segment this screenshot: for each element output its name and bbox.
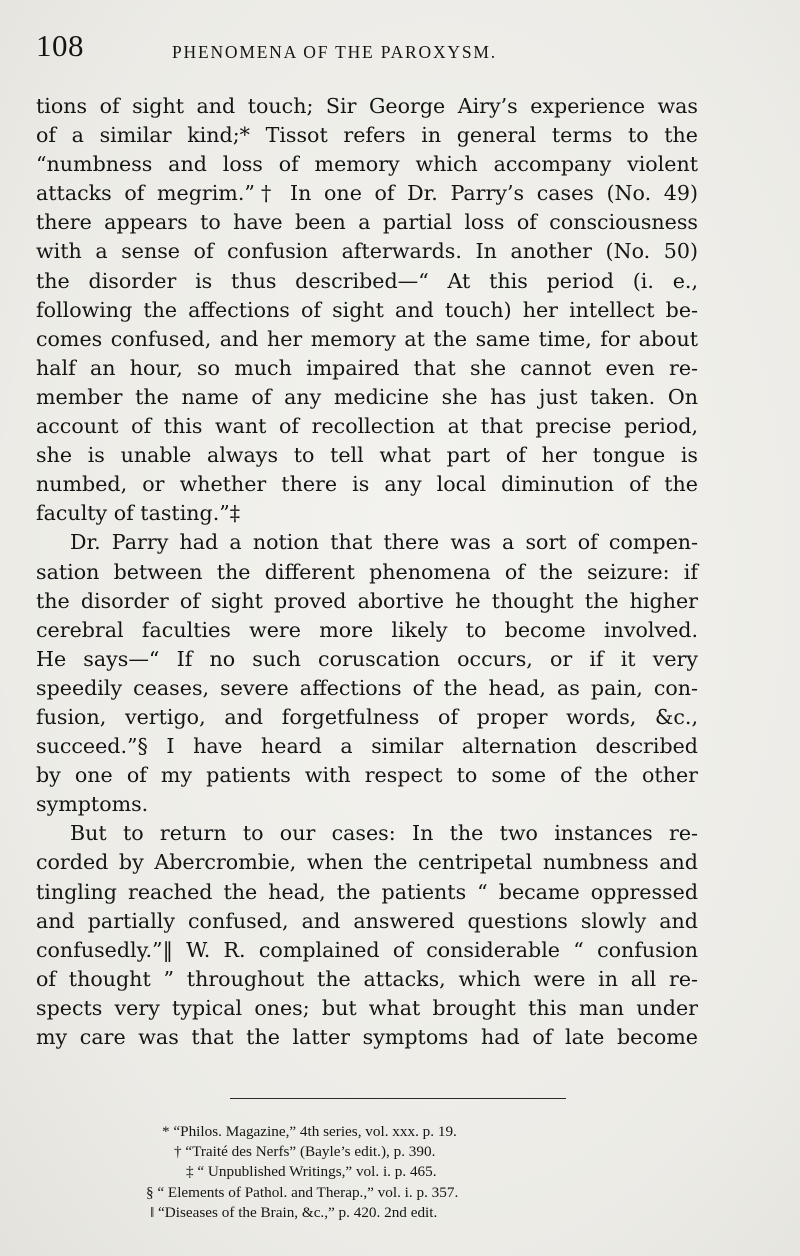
text-line: He says—“ If no such coruscation occurs, or if it very [36, 646, 698, 671]
text-line: fusion, vertigo, and forgetfulness of proper words, &c., [36, 704, 698, 729]
footnote: § “ Elements of Pathol. and Therap.,” vol. i. p. 357. [146, 1184, 459, 1201]
text-line: spects very typical ones; but what brought this man under [36, 995, 698, 1020]
footnote: † “Traité des Nerfs” (Bayle’s edit.), p. 390. [174, 1143, 436, 1160]
footnote: ‡ “ Unpublished Writings,” vol. i. p. 465. [186, 1163, 437, 1180]
paragraph-end-line: symptoms. [36, 792, 149, 817]
text-line: of a similar kind;* Tissot refers in general terms to the [36, 123, 698, 148]
text-line: following the affections of sight and touch) her intellect be- [36, 297, 698, 322]
text-line: tions of sight and touch; Sir George Airy’s experience was [36, 94, 698, 118]
text-line: of thought ” throughout the attacks, which were in all re- [36, 966, 698, 991]
text-line: there appears to have been a partial loss of consciousness [36, 210, 698, 235]
paragraph-end-line: faculty of tasting.”‡ [36, 501, 241, 526]
text-line: with a sense of confusion afterwards. In another (No. 50) [36, 239, 698, 264]
text-line: and partially confused, and answered questions slowly and [36, 908, 698, 933]
footnote: ‖ “Diseases of the Brain, &c.,” p. 420. 2nd edit. [150, 1204, 438, 1221]
running-head: PHENOMENA OF THE PAROXYSM. [172, 42, 497, 62]
text-line: speedily ceases, severe affections of the head, as pain, con- [36, 675, 698, 700]
text-line: attacks of megrim.”† In one of Dr. Parry’s cases (No. 49) [36, 181, 698, 206]
text-line: succeed.”§ I have heard a similar alternation described [36, 734, 698, 759]
body-text [36, 92, 698, 1052]
text-line: sation between the different phenomena of the seizure: if [36, 559, 698, 584]
text-line: half an hour, so much impaired that she cannot even re- [36, 355, 698, 380]
text-line: “numbness and loss of memory which accompany violent [36, 152, 698, 177]
text-line: confusedly.”‖ W. R. complained of considerable “ confusion [36, 937, 698, 962]
text-line: cerebral faculties were more likely to become involved. [36, 617, 698, 642]
footnote: * “Philos. Magazine,” 4th series, vol. xxx. p. 19. [162, 1123, 457, 1140]
text-line: account of this want of recollection at that precise period, [36, 414, 698, 439]
text-line: corded by Abercrombie, when the centripetal numbness and [36, 850, 698, 875]
paragraph-first-line: But to return to our cases: In the two instances re- [70, 821, 698, 846]
text-line: the disorder is thus described—“ At this period (i. e., [36, 268, 698, 293]
paragraph-first-line: Dr. Parry had a notion that there was a sort of compen- [70, 530, 698, 555]
text-line: by one of my patients with respect to some of the other [36, 763, 698, 788]
text-line: the disorder of sight proved abortive he thought the higher [36, 588, 698, 613]
text-line: my care was that the latter symptoms had of late become [36, 1025, 698, 1049]
text-line: comes confused, and her memory at the same time, for about [36, 326, 698, 351]
text-line: she is unable always to tell what part of her tongue is [36, 443, 698, 468]
footnote-divider [230, 1098, 566, 1099]
text-line: numbed, or whether there is any local diminution of the [36, 472, 698, 497]
page-number: 108 [36, 28, 84, 63]
text-line: member the name of any medicine she has just taken. On [36, 384, 698, 409]
text-line: tingling reached the head, the patients “ became oppressed [36, 879, 698, 904]
